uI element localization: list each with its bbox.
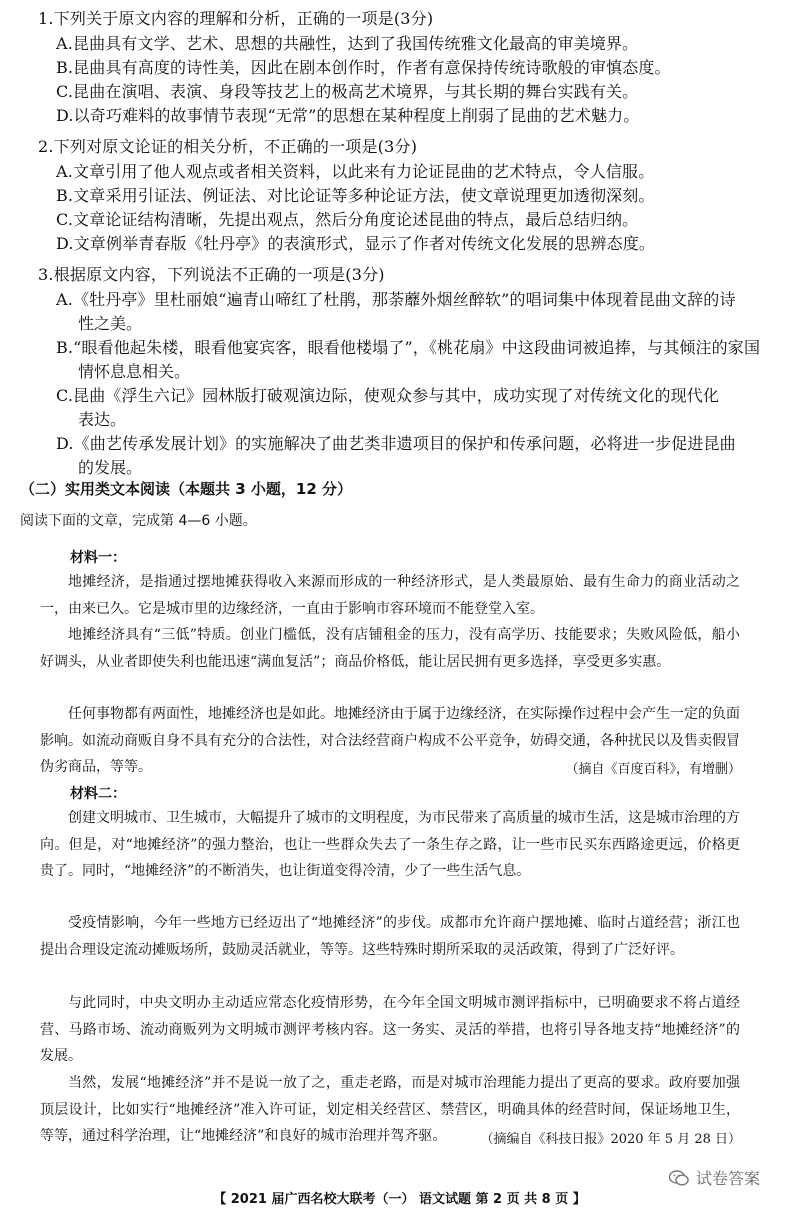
material-1-paragraph: 地摊经济，是指通过摆地摊获得收入来源而形成的一种经济形式，是人类最原始、最有生命力的商业活动之一，由来已久。它是城市里的边缘经济，一直由于影响市容环境而不能登堂入室。 (40, 574, 740, 617)
q1-stem: 1.下列关于原文内容的理解和分析，正确的一项是(3分) (38, 9, 434, 28)
material-2-paragraph: 创建文明城市、卫生城市，大幅提升了城市的文明程度，为市民带来了高质量的城市生活，这是城市治理的方向。但是，对“地摊经济”的强力整治，也让一些群众失去了一条生存之路，让一些市民买东西路途更远，价格更贵了。同时，“地摊经济”的不断消失，也让街道变得冷清，少了一些生活气息。 (40, 810, 740, 879)
q1-option-b: B.昆曲具有高度的诗性美，因此在剧本创作时，作者有意保持传统诗歌般的审慎态度。 (56, 58, 671, 77)
page-footer: 【 2021 届广西名校大联考（一） 语文试题 第 2 页 共 8 页 】 (213, 1192, 586, 1207)
material-1-paragraph: 任何事物都有两面性，地摊经济也是如此。地摊经济由于属于边缘经济，在实际操作过程中会产生一定的负面影响。如流动商贩自身不具有充分的合法性，对合法经营商户构成不公平竞争，妨碍交通，各种扰民以及售卖假冒伪劣商品，等等。 (40, 706, 740, 775)
material-2-heading: 材料二： (70, 786, 126, 802)
wechat-icon (668, 1169, 690, 1187)
watermark (668, 1166, 760, 1189)
q2-option-c: C.文章论证结构清晰，先提出观点，然后分角度论述昆曲的特点，最后总结归纳。 (56, 210, 639, 229)
q3-option-c-cont: 表达。 (78, 410, 127, 429)
q2-option-a: A.文章引用了他人观点或者相关资料，以此来有力论证昆曲的艺术特点，令人信服。 (56, 162, 655, 181)
material-2-paragraph: 受疫情影响，今年一些地方已经迈出了“地摊经济”的步伐。成都市允许商户摆地摊、临时占道经营；浙江也提出合理设定流动摊贩场所，鼓励灵活就业，等等。这些特殊时期所采取的灵活政策，得到了广泛好评。 (40, 915, 740, 958)
section-title: （二）实用类文本阅读（本题共 3 小题，12 分） (20, 480, 352, 498)
q3-option-a-cont: 性之美。 (78, 314, 143, 333)
material-2-paragraph: 当然，发展“地摊经济”并不是说一放了之，重走老路，而是对城市治理能力提出了更高的要求。政府要加强顶层设计，比如实行“地摊经济”准入许可证，划定相关经营区、禁营区，明确具体的经营时间，保证场地卫生，等等，通过科学治理，让“地摊经济”和良好的城市治理并驾齐驱。 (40, 1075, 740, 1144)
material-1-source: （摘自《百度百科》，有增删） (565, 762, 741, 777)
q1-option-d: D.以奇巧难料的故事情节表现“无常”的思想在某种程度上削弱了昆曲的艺术魅力。 (56, 106, 640, 125)
material-1-heading: 材料一： (70, 550, 126, 566)
q2-option-d: D.文章例举青春版《牡丹亭》的表演形式，显示了作者对传统文化发展的思辨态度。 (56, 234, 656, 253)
q3-option-b: B.“眼看他起朱楼，眼看他宴宾客，眼看他楼塌了”，《桃花扇》中这段曲词被追捧，与其倾注的家国 (56, 338, 761, 357)
q3-stem: 3.根据原文内容，下列说法不正确的一项是(3分) (38, 265, 385, 284)
q2-option-b: B.文章采用引证法、例证法、对比论证等多种论证方法，使文章说理更加透彻深刻。 (56, 186, 655, 205)
section-instruction: 阅读下面的文章，完成第 4—6 小题。 (20, 513, 257, 529)
q3-option-a: A.《牡丹亭》里杜丽娘“遍青山啼红了杜鹃，那荼蘼外烟丝醉软”的唱词集中体现着昆曲文辞的诗 (56, 290, 736, 309)
q1-option-c: C.昆曲在演唱、表演、身段等技艺上的极高艺术境界，与其长期的舞台实践有关。 (56, 82, 639, 101)
q3-option-c: C.昆曲《浮生六记》园林版打破观演边际，使观众参与其中，成功实现了对传统文化的现代化 (56, 386, 720, 405)
q3-option-d-cont: 的发展。 (78, 458, 143, 477)
q3-option-b-cont: 情怀息息相关。 (78, 362, 191, 381)
material-1-paragraph: 地摊经济具有“三低”特质。创业门槛低，没有店铺租金的压力，没有高学历、技能要求；失败风险低，船小好调头，从业者即使失利也能迅速“满血复活”；商品价格低，能让居民拥有更多选择，享受更多实惠。 (40, 627, 740, 670)
q2-stem: 2.下列对原文论证的相关分析，不正确的一项是(3分) (38, 137, 418, 156)
q3-option-d: D.《曲艺传承发展计划》的实施解决了曲艺类非遗项目的保护和传承问题，必将进一步促进昆曲 (56, 434, 736, 453)
q1-option-a: A.昆曲具有文学、艺术、思想的共融性，达到了我国传统雅文化最高的审美境界。 (56, 34, 639, 53)
watermark-text: 试卷答案 (696, 1169, 761, 1188)
material-2-source: （摘编自《科技日报》2020 年 5 月 28 日） (480, 1132, 741, 1147)
material-2-paragraph: 与此同时，中央文明办主动适应常态化疫情形势，在今年全国文明城市测评指标中，已明确要求不将占道经营、马路市场、流动商贩列为文明城市测评考核内容。这一务实、灵活的举措，也将引导各地支持“地摊经济”的发展。 (40, 995, 740, 1064)
